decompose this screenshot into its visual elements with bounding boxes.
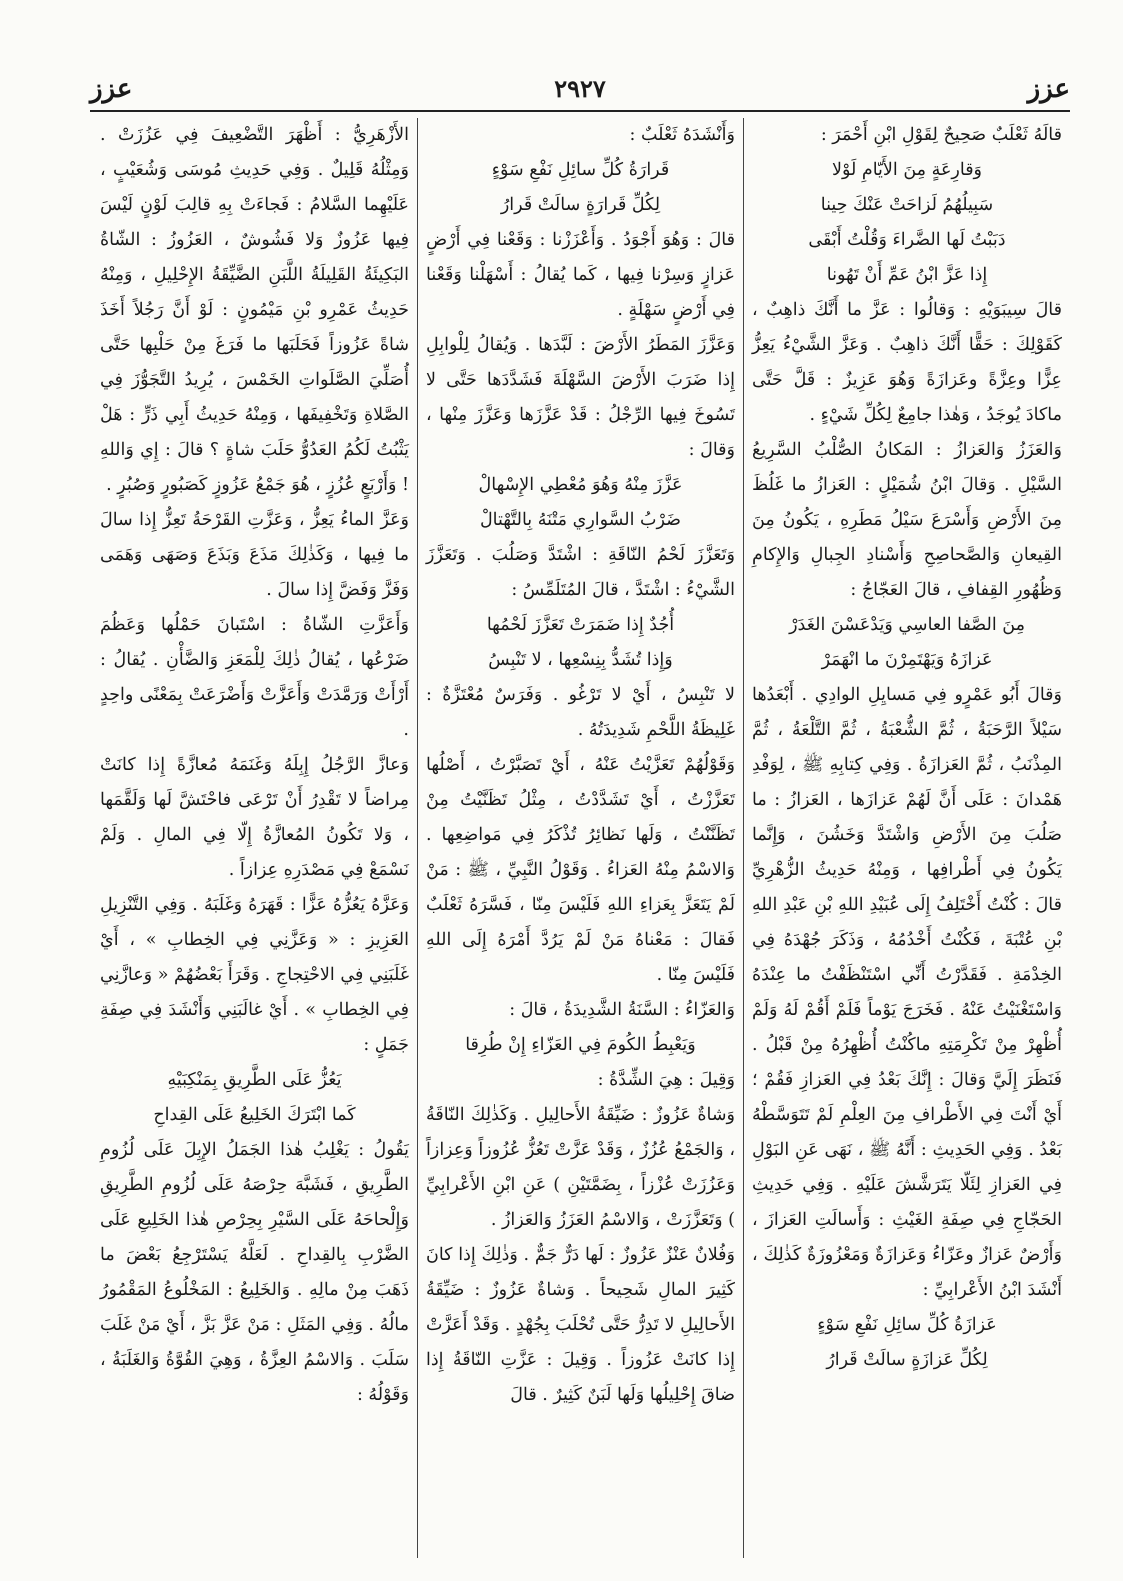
verse-line: أُجُدٌ إِذا ضَمَرَتْ تَعَزَّزَ لَحْمُها: [486, 615, 675, 635]
text-line: وَقِيلَ : هِيَ الشِّدَّةُ :: [597, 1070, 735, 1090]
verse-line: إِذا عَزَّ ابْنُ عَمِّ أَنْ تَهُونا: [826, 265, 988, 285]
verse-line: كَما ابْتَرَكَ الخَلِيعُ عَلَى القِداحِ: [153, 1105, 356, 1125]
verse-line: سَبِيلُهُمُ لَزاحَتْ عَنْكَ حِينا: [820, 195, 994, 215]
column-middle: [418, 118, 744, 1558]
verse-line: وَإِذا تُشَدُّ بِنِسْعِها ، لا تَنْبِسُ: [488, 650, 673, 670]
text-paragraph: وَفُلانٌ عَنْزٌ عَزُوزٌ : لَها دَرٌّ جَمٌّ . وَذٰلِكَ إِذا كانَ كَثِيرَ المالِ شَحِيحاً . وَشاةٌ عَزُوزٌ : ضَيِّقَةُ الأَحالِيلِ لا تَدِرُّ حَتَّى تُحْلَبَ بِجُهْدٍ . وَقَدْ أَعَزَّتْ إِذا كانَتْ عَزُوزاً . وَقِيلَ : عَزَّتِ النّاقَةُ إِذا ضاقَ إِحْلِيلُها وَلَها لَبَنٌ كَثِيرٌ . قالَ: [426, 1245, 735, 1405]
text-paragraph: وَالعَزَزُ وَالعَزازُ : المَكانُ الصُّلْبُ السَّرِيعُ السَّيْلِ . وَقالَ ابْنُ شُمَيْلٍ : العَزازُ ما غَلُظَ مِنَ الأَرْضِ وَأَسْرَعَ سَيْلُ مَطَرِهِ ، يَكُونُ مِنَ القِيعانِ وَالصَّحاصِحِ وَأَسْنادِ الجِبالِ وَالإِكامِ وَظُهُورِ القِفافِ ، قالَ العَجّاجُ :: [752, 440, 1062, 600]
text-paragraph: وَأَعَزَّتِ الشّاةُ : اسْتَبانَ حَمْلُها وَعَظُمَ ضَرْعُها ، يُقالُ ذٰلِكَ لِلْمَعَزِ وَالضَّأْنِ . يُقالُ : أَرْأَتْ وَرَمَّدَتْ وَأَعَزَّتْ وَأَضْرَعَتْ بِمَعْنًى واحِدٍ .: [100, 615, 409, 740]
verse-line: لِكُلِّ قَرارَةٍ سالَتْ قَرارُ: [500, 195, 661, 215]
page-header: [90, 70, 1070, 112]
text-paragraph: قالَ : وَهُوَ أَجْوَدُ . وَأَعْزَزْنا : وَقَعْنا فِي أَرْضٍ عَزازٍ وَسِرْنا فِيها ، كَما يُقالُ : أَسْهَلْنا وَقَعْنا فِي أَرْضٍ سَهْلَةٍ .: [426, 230, 735, 320]
text-paragraph: وَعازَّ الرَّجُلُ إِبِلَهُ وَغَنَمَهُ مُعازَّةً إِذا كانَتْ مِراضاً لا تَقْدِرُ أَنْ تَرْعَى فاحْتَشَّ لَها وَلَقَّمَها ، وَلا تَكُونُ المُعازَّةُ إِلّا فِي المالِ . وَلَمْ نَسْمَعْ فِي مَصْدَرِهِ عِزازاً .: [100, 755, 409, 880]
text-paragraph: وَقالَ أَبُو عَمْرٍو فِي مَسايِلِ الوادِي . أَبْعَدُها سَيْلاً الرَّحَبَةُ ، ثُمَّ الشُّعْبَةُ ، ثُمَّ التَّلْعَةُ ، ثُمَّ المِذْنَبُ ، ثُمَّ العَزازَةُ . وَفِي كِتابِهِ ﷺ ، لِوَفْدِ هَمْدانَ : عَلَى أَنَّ لَهُمْ عَزازَها ، العَزازُ : ما صَلُبَ مِنَ الأَرْضِ وَاشْتَدَّ وَخَشُنَ ، وَإِنَّما يَكُونُ فِي أَطْرافِها ، وَمِنْهُ حَدِيثُ الزُّهْرِيِّ قالَ : كُنْتُ أَخْتَلِفُ إِلَى عُبَيْدِ اللهِ بْنِ عَبْدِ اللهِ بْنِ عُتْبَةَ ، فَكُنْتُ أَخْدُمُهُ ، وَذَكَرَ جُهْدَهُ فِي الخِدْمَةِ . فَقَدَّرْتُ أَنِّي اسْتَنْظَفْتُ ما عِنْدَهُ وَاسْتَغْنَيْتُ عَنْهُ . فَخَرَجَ يَوْماً فَلَمْ أَقُمْ لَهُ وَلَمْ أُظْهِرْ مِنْ تَكْرِمَتِهِ ماكُنْتُ أُظْهِرُهُ مِنْ قَبْلُ . فَنَظَرَ إِلَيَّ وَقالَ : إِنَّكَ بَعْدُ فِي العَزازِ فَقُمْ ؛ أَيْ أَنْتَ فِي الأَطْرافِ مِنَ العِلْمِ لَمْ تَتَوَسَّطْهُ بَعْدُ . وَفِي الحَدِيثِ : أَنَّهُ ﷺ ، نَهَى عَنِ البَوْلِ فِي العَزازِ لِئَلّا يَتَرَشَّشَ عَلَيْهِ . وَفِي حَدِيثِ الحَجّاجِ فِي صِفَةِ الغَيْثِ : وَأَسالَتِ العَزازَ ، وَأَرْضٌ عَزازٌ وعَزّاءُ وَعَزازَةٌ وَمَعْزُوزَةٌ كَذٰلِكَ ، أَنْشَدَ ابْنُ الأَعْرابِيِّ :: [752, 685, 1062, 1300]
verse-line: عَزَّزَ مِنْهُ وَهُوَ مُعْطِي الإِسْهالْ: [478, 475, 683, 495]
text-paragraph: الأَزْهَرِيُّ : أَظْهَرَ التَّضْعِيفَ فِي عَزُزَتْ . وَمِثْلُهُ قَلِيلٌ . وَفِي حَدِيثِ مُوسَى وَشُعَيْبٍ ، عَلَيْهِما السَّلامُ : فَجاءَتْ بِهِ قالِبَ لَوْنٍ لَيْسَ فِيها عَزُوزٌ وَلا فَشُوشٌ ، العَزُوزُ : الشّاةُ البَكِيئَةُ القَلِيلَةُ اللَّبَنِ الضَّيِّقَةُ الإِحْلِيلِ ، وَمِنْهُ حَدِيثُ عَمْرِو بْنِ مَيْمُونٍ : لَوْ أَنَّ رَجُلاً أَخَذَ شاةً عَزُوزاً فَحَلَبَها ما فَرَغَ مِنْ حَلْبِها حَتَّى أُصَلِّيَ الصَّلَواتِ الخَمْسَ ، يُرِيدُ التَّجَوُّزَ فِي الصَّلاةِ وَتَخْفِيفَها ، وَمِنْهُ حَدِيثُ أَبِي ذَرٍّ : هَلْ يَثْبُتُ لَكُمُ العَدُوُّ حَلَبَ شاةٍ ؟ قالَ : إِي وَاللهِ ! وَأَرْبَعٍ عُزُزٍ ، هُوَ جَمْعُ عَزُوزٍ كَصَبُورٍ وَصُبُرٍ .: [100, 125, 409, 495]
verse-line: دَبَبْتُ لَها الضَّراءَ وَقُلْتُ أَبْقَى: [808, 230, 1006, 250]
text-paragraph: وَقَوْلُهُمْ تَعَزَّيْتُ عَنْهُ ، أَيْ تَصَبَّرْتُ ، أَصْلُها تَعَزَّزْتُ ، أَيْ تَشَدَّدْتُ ، مِثْلُ تَظَنَّيْتُ مِنْ تَظَنَّنْتُ ، وَلَها نَظائِرُ تُذْكَرُ فِي مَواضِعِها . وَالاسْمُ مِنْهُ العَزاءُ . وَقَوْلُ النَّبِيِّ ، ﷺ : مَنْ لَمْ يَتَعَزَّ بِعَزاءِ اللهِ فَلَيْسَ مِنّا ، فَسَّرَهُ ثَعْلَبٌ فَقالَ : مَعْناهُ مَنْ لَمْ يَرُدَّ أَمْرَهُ إِلَى اللهِ فَلَيْسَ مِنّا .: [426, 755, 735, 985]
verse-line: يَعُزُّ عَلَى الطَّرِيقِ بِمَنْكِبَيْهِ: [167, 1070, 342, 1090]
text-paragraph: وَشاةٌ عَزُوزٌ : ضَيِّقَةُ الأَحالِيلِ . وَكَذٰلِكَ النّاقَةُ ، وَالجَمْعُ عُزُزٌ ، وَقَدْ عَزَّتْ تَعُزُّ عُزُوزاً وَعِزازاً وَعَزُزَتْ عُزْزاً ، بِضَمَّتَيْنِ ) عَنِ ابْنِ الأَعْرابِيِّ ) وَتَعَزَّزَتْ ، وَالاسْمُ العَزَزُ وَالعَزازُ .: [426, 1105, 735, 1230]
verse-line: مِنَ الصَّفا العاسِي وَيَدْعَسْنَ الغَدَرْ: [789, 615, 1025, 635]
text-paragraph: وَعَزَّ الماءُ يَعِزُّ ، وَعَزَّتِ القَرْحَةُ تَعِزُّ إِذا سالَ ما فِيها ، وَكَذٰلِكَ مَذَعَ وَبَذَعَ وَصَهَى وَهَمَى وَفَزَّ وَفَضَّ إِذا سالَ .: [100, 510, 409, 600]
verse-line: قَرارَةُ كُلِّ سائِلِ نَفْعِ سَوْءٍ: [491, 160, 670, 180]
text-columns: [90, 118, 1070, 1558]
text-paragraph: وَتَعَزَّزَ لَحْمُ النّاقَةِ : اشْتَدَّ وَصَلُبَ . وَتَعَزَّزَ الشَّيْءُ : اشْتَدَّ ، قالَ المُتَلَمِّسُ :: [426, 545, 735, 600]
text-paragraph: وَعَزَّهُ يَعُزُّهُ عَزًّا : قَهَرَهُ وَغَلَبَهُ . وَفِي التَّنْزِيلِ العَزِيزِ : « وَعَزَّنِي فِي الخِطابِ » ، أَيْ غَلَبَنِي فِي الاحْتِجاجِ . وَقَرَأَ بَعْضُهُمْ « وَعازَّنِي فِي الخِطابِ » . أَيْ غالَبَنِي وَأَنْشَدَ فِي صِفَةِ جَمَلٍ :: [100, 895, 409, 1055]
text-line: قالَهُ ثَعْلَبٌ صَحِيحٌ لِقَوْلِ ابْنِ أَحْمَرَ :: [820, 125, 1062, 145]
verse-line: ضَرْبُ السَّوارِي مَتْنَهُ بِالتَّهْتالْ: [479, 510, 682, 530]
verse-line: لِكُلِّ عَزازَةٍ سالَتْ قَرارُ: [826, 1350, 988, 1370]
verse-line: عَزازَهُ وَيَهْتَمِرْنَ ما انْهَمَرْ: [821, 650, 993, 670]
column-left: [92, 118, 418, 1558]
headword-right: عزز: [1027, 74, 1070, 104]
text-paragraph: قالَ سِيبَوَيْهِ : وَقالُوا : عَزَّ ما أَنَّكَ ذاهِبٌ ، كَقَوْلِكَ : حَقًّا أَنَّكَ ذاهِبٌ . وَعَزَّ الشَّيْءُ يَعِزُّ عِزًّا وعِزَّةً وعَزازَةً وَهُوَ عَزِيزٌ : قَلَّ حَتَّى ماكادَ يُوجَدُ ، وَهٰذا جامِعٌ لِكُلِّ شَيْءٍ .: [752, 300, 1062, 425]
text-paragraph: يَقُولُ : يَغْلِبُ هٰذا الجَمَلُ الإِبِلَ عَلَى لُزُومِ الطَّرِيقِ ، فَشَبَّهَ حِرْصَهُ عَلَى لُزُومِ الطَّرِيقِ وَإِلْحاحَهُ عَلَى السَّيْرِ بِحِرْصِ هٰذا الخَلِيعِ عَلَى الضَّرْبِ بِالقِداحِ . لَعَلَّهُ يَسْتَرْجِعُ بَعْضَ ما ذَهَبَ مِنْ مالِهِ . وَالخَلِيعُ : المَخْلُوعُ المَقْمُورُ مالُهُ . وَفِي المَثَلِ : مَنْ عَزَّ بَزَّ ، أَيْ مَنْ غَلَبَ سَلَبَ . وَالاسْمُ العِزَّةُ ، وَهِيَ القُوَّةُ وَالغَلَبَةُ ، وَقَوْلُهُ :: [100, 1140, 409, 1405]
text-paragraph: وَعَزَّزَ المَطَرُ الأَرْضَ : لَبَّدَها . وَيُقالُ لِلْوابِلِ إِذا ضَرَبَ الأَرْضَ السَّهْلَةَ فَشَدَّدَها حَتَّى لا تَسُوخَ فِيها الرِّجْلُ : قَدْ عَزَّزَها وَعَزَّزَ مِنْها ، وَقالَ :: [426, 335, 735, 460]
column-right: [744, 118, 1070, 1558]
page-number: ٢٩٢٧: [554, 74, 606, 103]
verse-line: وَيَعْبِطُ الكُومَ فِي العَزّاءِ إِنْ طُرِقا: [465, 1035, 696, 1055]
verse-line: عَزازَةُ كُلِّ سائِلِ نَفْعِ سَوْءٍ: [817, 1315, 997, 1335]
text-line: وَأَنْشَدَهُ ثَعْلَبٌ :: [629, 125, 735, 145]
text-paragraph: وَالعَزّاءُ : السَّنَةُ الشَّدِيدَةُ ، قالَ :: [509, 1000, 735, 1020]
verse-line: وَقارِعَةٍ مِنَ الأَيّامِ لَوْلا: [831, 160, 983, 180]
headword-left: عزز: [90, 74, 133, 104]
text-paragraph: لا تَنْبِسُ ، أَيْ لا تَرْغُو . وَفَرَسٌ مُعْتَزَّةٌ : غَلِيظَةُ اللَّحْمِ شَدِيدَتُهُ .: [426, 685, 735, 740]
